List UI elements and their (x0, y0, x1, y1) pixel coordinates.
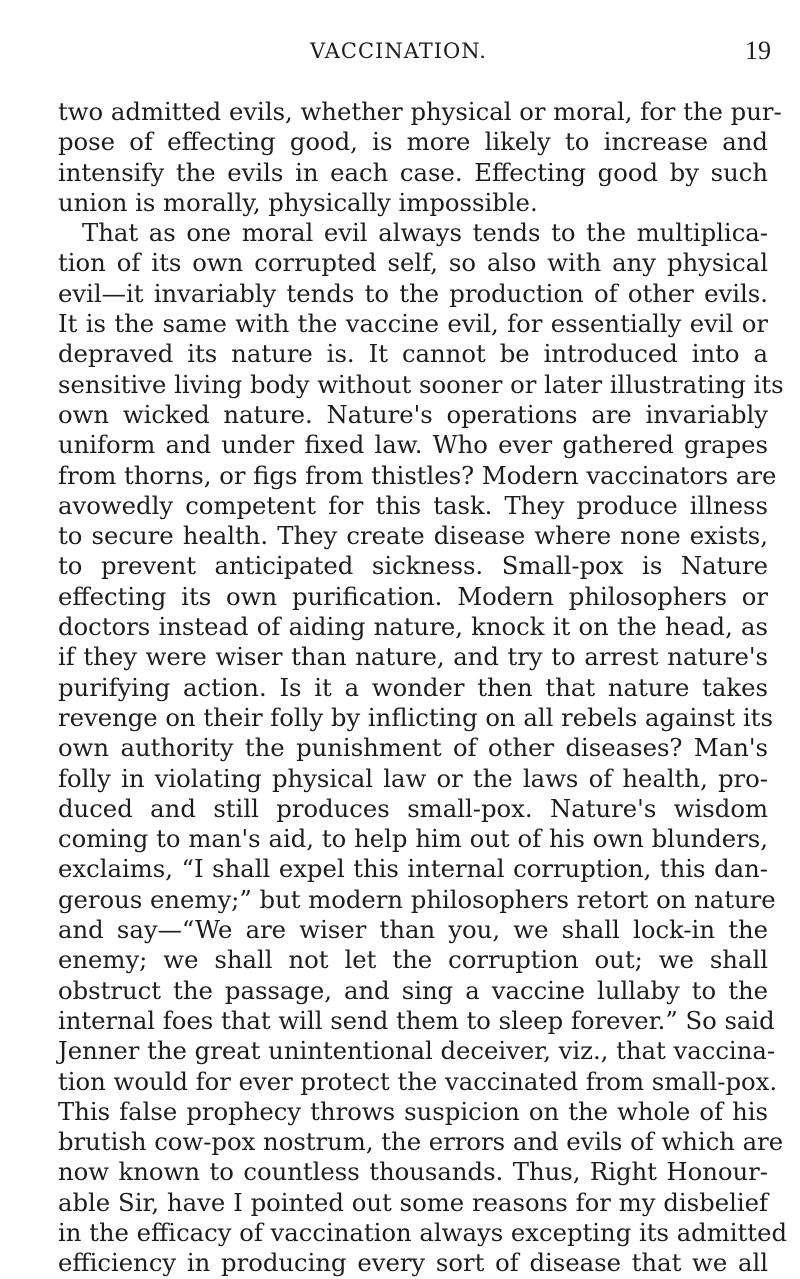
text-line: evil—it invariably tends to the production of other evils. (58, 278, 768, 308)
text-line: It is the same with the vaccine evil, for essentially evil or (58, 309, 768, 339)
page-number: 19 (745, 36, 771, 65)
text-line: tion would for ever protect the vaccinated from small-pox. (58, 1066, 778, 1096)
text-line: pose of effecting good, is more likely to increase and (58, 127, 768, 157)
text-line: in the efficacy of vaccination always excepting its admitted (58, 1217, 788, 1247)
text-line: to secure health. They create disease where none exists, (58, 521, 768, 551)
text-line: own authority the punishment of other diseases? Man's (58, 733, 768, 763)
text-line: obstruct the passage, and sing a vaccine lullaby to the (58, 975, 768, 1005)
text-line: depraved its nature is. It cannot be introduced into a (58, 339, 768, 369)
text-line: own wicked nature. Nature's operations are invariably (58, 399, 768, 429)
text-line: This false prophecy throws suspicion on the whole of his (58, 1096, 768, 1126)
text-line: avowedly competent for this task. They produce illness (58, 490, 768, 520)
text-line: internal foes that will send them to sleep forever.” So said (58, 1005, 775, 1035)
text-line: efficiency in producing every sort of disease that we all (58, 1248, 768, 1278)
text-line: doctors instead of aiding nature, knock it on the head, as (58, 612, 768, 642)
text-line: tion of its own corrupted self, so also with any physical (58, 248, 768, 278)
text-line: coming to man's aid, to help him out of his own blunders, (58, 824, 768, 854)
text-line: Jenner the great unintentional deceiver, viz., that vaccina- (58, 1036, 776, 1066)
text-line: brutish cow-pox nostrum, the errors and evils of which are (58, 1127, 784, 1157)
text-line: effecting its own purification. Modern philosophers or (58, 581, 768, 611)
text-line: revenge on their folly by inflicting on all rebels against its (58, 702, 773, 732)
text-line: to prevent anticipated sickness. Small-pox is Nature (58, 551, 768, 581)
text-line: from thorns, or figs from thistles? Modern vaccinators are (58, 460, 777, 490)
text-line: exclaims, “I shall expel this internal corruption, this dan- (58, 854, 768, 884)
paragraph-start-line: That as one moral evil always tends to the multiplica- (82, 218, 768, 248)
text-line: purifying action. Is it a wonder then that nature takes (58, 672, 768, 702)
text-line: sensitive living body without sooner or later illustrating its (58, 369, 784, 399)
text-line: and say—“We are wiser than you, we shall lock-in the (58, 915, 768, 945)
running-head (0, 34, 800, 68)
text-line: enemy; we shall not let the corruption out; we shall (58, 945, 768, 975)
text-line: intensify the evils in each case. Effecting good by such (58, 157, 768, 187)
text-line: now known to countless thousands. Thus, Right Honour- (58, 1157, 768, 1187)
body-text (58, 97, 788, 1279)
text-line: able Sir, have I pointed out some reasons for my disbelief (58, 1187, 768, 1217)
text-line: duced and still produces small-pox. Nature's wisdom (58, 793, 768, 823)
text-line: uniform and under fixed law. Who ever gathered grapes (58, 430, 768, 460)
text-line: if they were wiser than nature, and try to arrest nature's (58, 642, 768, 672)
text-line: gerous enemy;” but modern philosophers retort on nature (58, 884, 776, 914)
text-line: union is morally, physically impossible. (58, 187, 538, 217)
running-title: VACCINATION. (310, 39, 487, 63)
text-line: two admitted evils, whether physical or moral, for the pur- (58, 97, 782, 126)
text-line: folly in violating physical law or the laws of health, pro- (58, 763, 768, 793)
